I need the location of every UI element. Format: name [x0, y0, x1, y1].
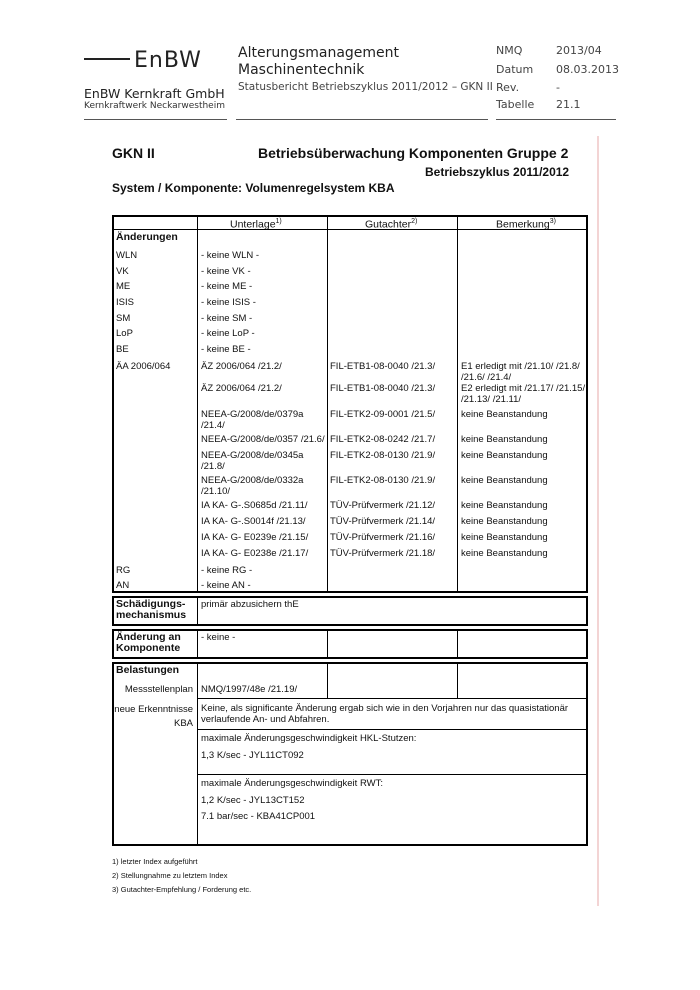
hkl-value: 1,3 K/sec - JYL11CT092 — [201, 750, 304, 761]
plant-name: Kernkraftwerk Neckarwestheim — [84, 101, 225, 111]
table-divider — [197, 215, 198, 593]
row-unterlage: - keine ME - — [201, 281, 253, 292]
row-gutachter: TÜV-Prüfvermerk /21.16/ — [330, 532, 436, 543]
row-label: VK — [116, 266, 129, 277]
meta-value: 21.1 — [556, 98, 581, 111]
row-label: WLN — [116, 250, 138, 261]
row-label: BE — [116, 344, 129, 355]
meta-value: 08.03.2013 — [556, 63, 619, 76]
aenderungen-title: Änderungen — [116, 231, 178, 243]
table-divider — [197, 774, 588, 775]
row-bemerkung: E2 erledigt mit /21.17/ /21.15/ /21.13/ /21.11/ — [461, 383, 586, 405]
messstellenplan-value: NMQ/1997/48e /21.19/ — [201, 684, 298, 695]
meta-label: NMQ — [496, 44, 523, 57]
margin-bar — [597, 136, 599, 906]
belastungen-title: Belastungen — [116, 664, 180, 676]
table-divider — [457, 629, 458, 659]
row-gutachter: TÜV-Prüfvermerk /21.18/ — [330, 548, 436, 559]
row-unterlage: - keine LoP - — [201, 328, 255, 339]
table-divider — [327, 215, 328, 593]
row-label: LoP — [116, 328, 133, 339]
report-subtitle: Statusbericht Betriebszyklus 2011/2012 – GKN II — [238, 81, 493, 93]
row-gutachter: FIL-ETK2-08-0130 /21.9/ — [330, 450, 436, 461]
row-unterlage: - keine AN - — [201, 580, 251, 591]
row-bemerkung: keine Beanstandung — [461, 516, 548, 527]
unit-title: GKN II — [112, 145, 155, 161]
hkl-title: maximale Änderungsgeschwindigkeit HKL-Stutzen: — [201, 733, 417, 744]
row-unterlage: - keine SM - — [201, 313, 253, 324]
table-divider — [457, 662, 458, 698]
meta-label: Tabelle — [496, 98, 535, 111]
row-bemerkung: keine Beanstandung — [461, 434, 548, 445]
report-title-line1: Alterungsmanagement — [238, 45, 400, 61]
footnote-2: 2) Stellungnahme zu letztem Index — [112, 871, 228, 880]
col-header-bemerkung: Bemerkung$^{3)}$ — [496, 218, 556, 231]
table-divider — [197, 662, 198, 846]
row-label: RG — [116, 565, 131, 576]
logo: EnBW — [134, 48, 202, 73]
table-divider — [457, 215, 458, 593]
logo-line — [84, 58, 130, 60]
neue-erkenntnisse-text: Keine, als significante Änderung ergab sich wie in den Vorjahren nur das quasistationär verlaufende An- und Abfahren. — [201, 703, 569, 725]
row-unterlage: IA KA- G- E0238e /21.17/ — [201, 548, 309, 559]
row-unterlage: - keine VK - — [201, 266, 251, 277]
row-label: SM — [116, 313, 131, 324]
table-divider — [327, 662, 328, 698]
row-gutachter: TÜV-Prüfvermerk /21.12/ — [330, 500, 436, 511]
row-gutachter: FIL-ETK2-09-0001 /21.5/ — [330, 409, 436, 420]
cycle-title: Betriebszyklus 2011/2012 — [425, 165, 570, 179]
row-bemerkung: keine Beanstandung — [461, 475, 548, 486]
row-label: AN — [116, 580, 130, 591]
rwt-title: maximale Änderungsgeschwindigkeit RWT: — [201, 778, 383, 789]
row-bemerkung: keine Beanstandung — [461, 450, 548, 461]
row-label: ÄA 2006/064 — [116, 361, 171, 372]
row-label: ME — [116, 281, 131, 292]
row-bemerkung: keine Beanstandung — [461, 409, 548, 420]
neue-erkenntnisse-label: neue Erkenntnisse KBA — [114, 704, 193, 729]
komponente-label: Änderung an Komponente — [116, 631, 181, 654]
row-unterlage: ÄZ 2006/064 /21.2/ — [201, 361, 282, 372]
table-divider — [197, 698, 588, 699]
row-gutachter: TÜV-Prüfvermerk /21.14/ — [330, 516, 436, 527]
row-unterlage: IA KA- G-.S0014f /21.13/ — [201, 516, 306, 527]
col-header-unterlage: Unterlage$^{1)}$ — [230, 218, 282, 231]
meta-value: 2013/04 — [556, 44, 602, 57]
meta-value: - — [556, 81, 560, 94]
header-rule — [84, 119, 227, 120]
table-divider — [197, 729, 588, 730]
footnote-3: 3) Gutachter-Empfehlung / Forderung etc. — [112, 885, 252, 894]
row-unterlage: NEEA-G/2008/de/0345a /21.8/ — [201, 450, 304, 472]
schaedigung-value: primär abzusichern thE — [201, 599, 299, 610]
company-name: EnBW Kernkraft GmbH — [84, 86, 225, 101]
report-title-line2: Maschinentechnik — [238, 62, 365, 78]
row-gutachter: FIL-ETK2-08-0242 /21.7/ — [330, 434, 436, 445]
rwt-value-1: 1,2 K/sec - JYL13CT152 — [201, 795, 305, 806]
header-rule — [236, 119, 488, 120]
row-unterlage: - keine WLN - — [201, 250, 260, 261]
footnote-1: 1) letzter Index aufgeführt — [112, 857, 198, 866]
row-unterlage: NEEA-G/2008/de/0332a /21.10/ — [201, 475, 304, 497]
row-gutachter: FIL-ETB1-08-0040 /21.3/ — [330, 383, 436, 394]
row-unterlage: NEEA-G/2008/de/0357 /21.6/ — [201, 434, 325, 445]
col-header-gutachter: Gutachter$^{2)}$ — [365, 218, 418, 231]
row-unterlage: IA KA- G- E0239e /21.15/ — [201, 532, 309, 543]
row-unterlage: IA KA- G-.S0685d /21.11/ — [201, 500, 308, 511]
meta-label: Datum — [496, 63, 534, 76]
row-bemerkung: keine Beanstandung — [461, 500, 548, 511]
row-label: ISIS — [116, 297, 134, 308]
schaedigung-label: Schädigungs- mechanismus — [116, 598, 187, 621]
page-title: Betriebsüberwachung Komponenten Gruppe 2 — [258, 145, 569, 161]
row-unterlage: ÄZ 2006/064 /21.2/ — [201, 383, 282, 394]
table-divider — [197, 629, 198, 659]
meta-label: Rev. — [496, 81, 520, 94]
row-unterlage: - keine RG - — [201, 565, 253, 576]
row-unterlage: - keine BE - — [201, 344, 251, 355]
messstellenplan-label: Messstellenplan — [124, 684, 193, 695]
table-divider — [197, 596, 198, 626]
row-bemerkung: keine Beanstandung — [461, 548, 548, 559]
row-unterlage: - keine ISIS - — [201, 297, 256, 308]
row-gutachter: FIL-ETB1-08-0040 /21.3/ — [330, 361, 436, 372]
row-bemerkung: E1 erledigt mit /21.10/ /21.8/ /21.6/ /21.4/ — [461, 361, 580, 383]
table-divider — [327, 629, 328, 659]
rwt-value-2: 7.1 bar/sec - KBA41CP001 — [201, 811, 316, 822]
komponente-value: - keine - — [201, 632, 236, 643]
row-bemerkung: keine Beanstandung — [461, 532, 548, 543]
komponente-table — [112, 629, 588, 659]
header-rule — [496, 119, 616, 120]
system-title: System / Komponente: Volumenregelsystem KBA — [112, 181, 395, 195]
row-gutachter: FIL-ETK2-08-0130 /21.9/ — [330, 475, 436, 486]
row-unterlage: NEEA-G/2008/de/0379a /21.4/ — [201, 409, 304, 431]
